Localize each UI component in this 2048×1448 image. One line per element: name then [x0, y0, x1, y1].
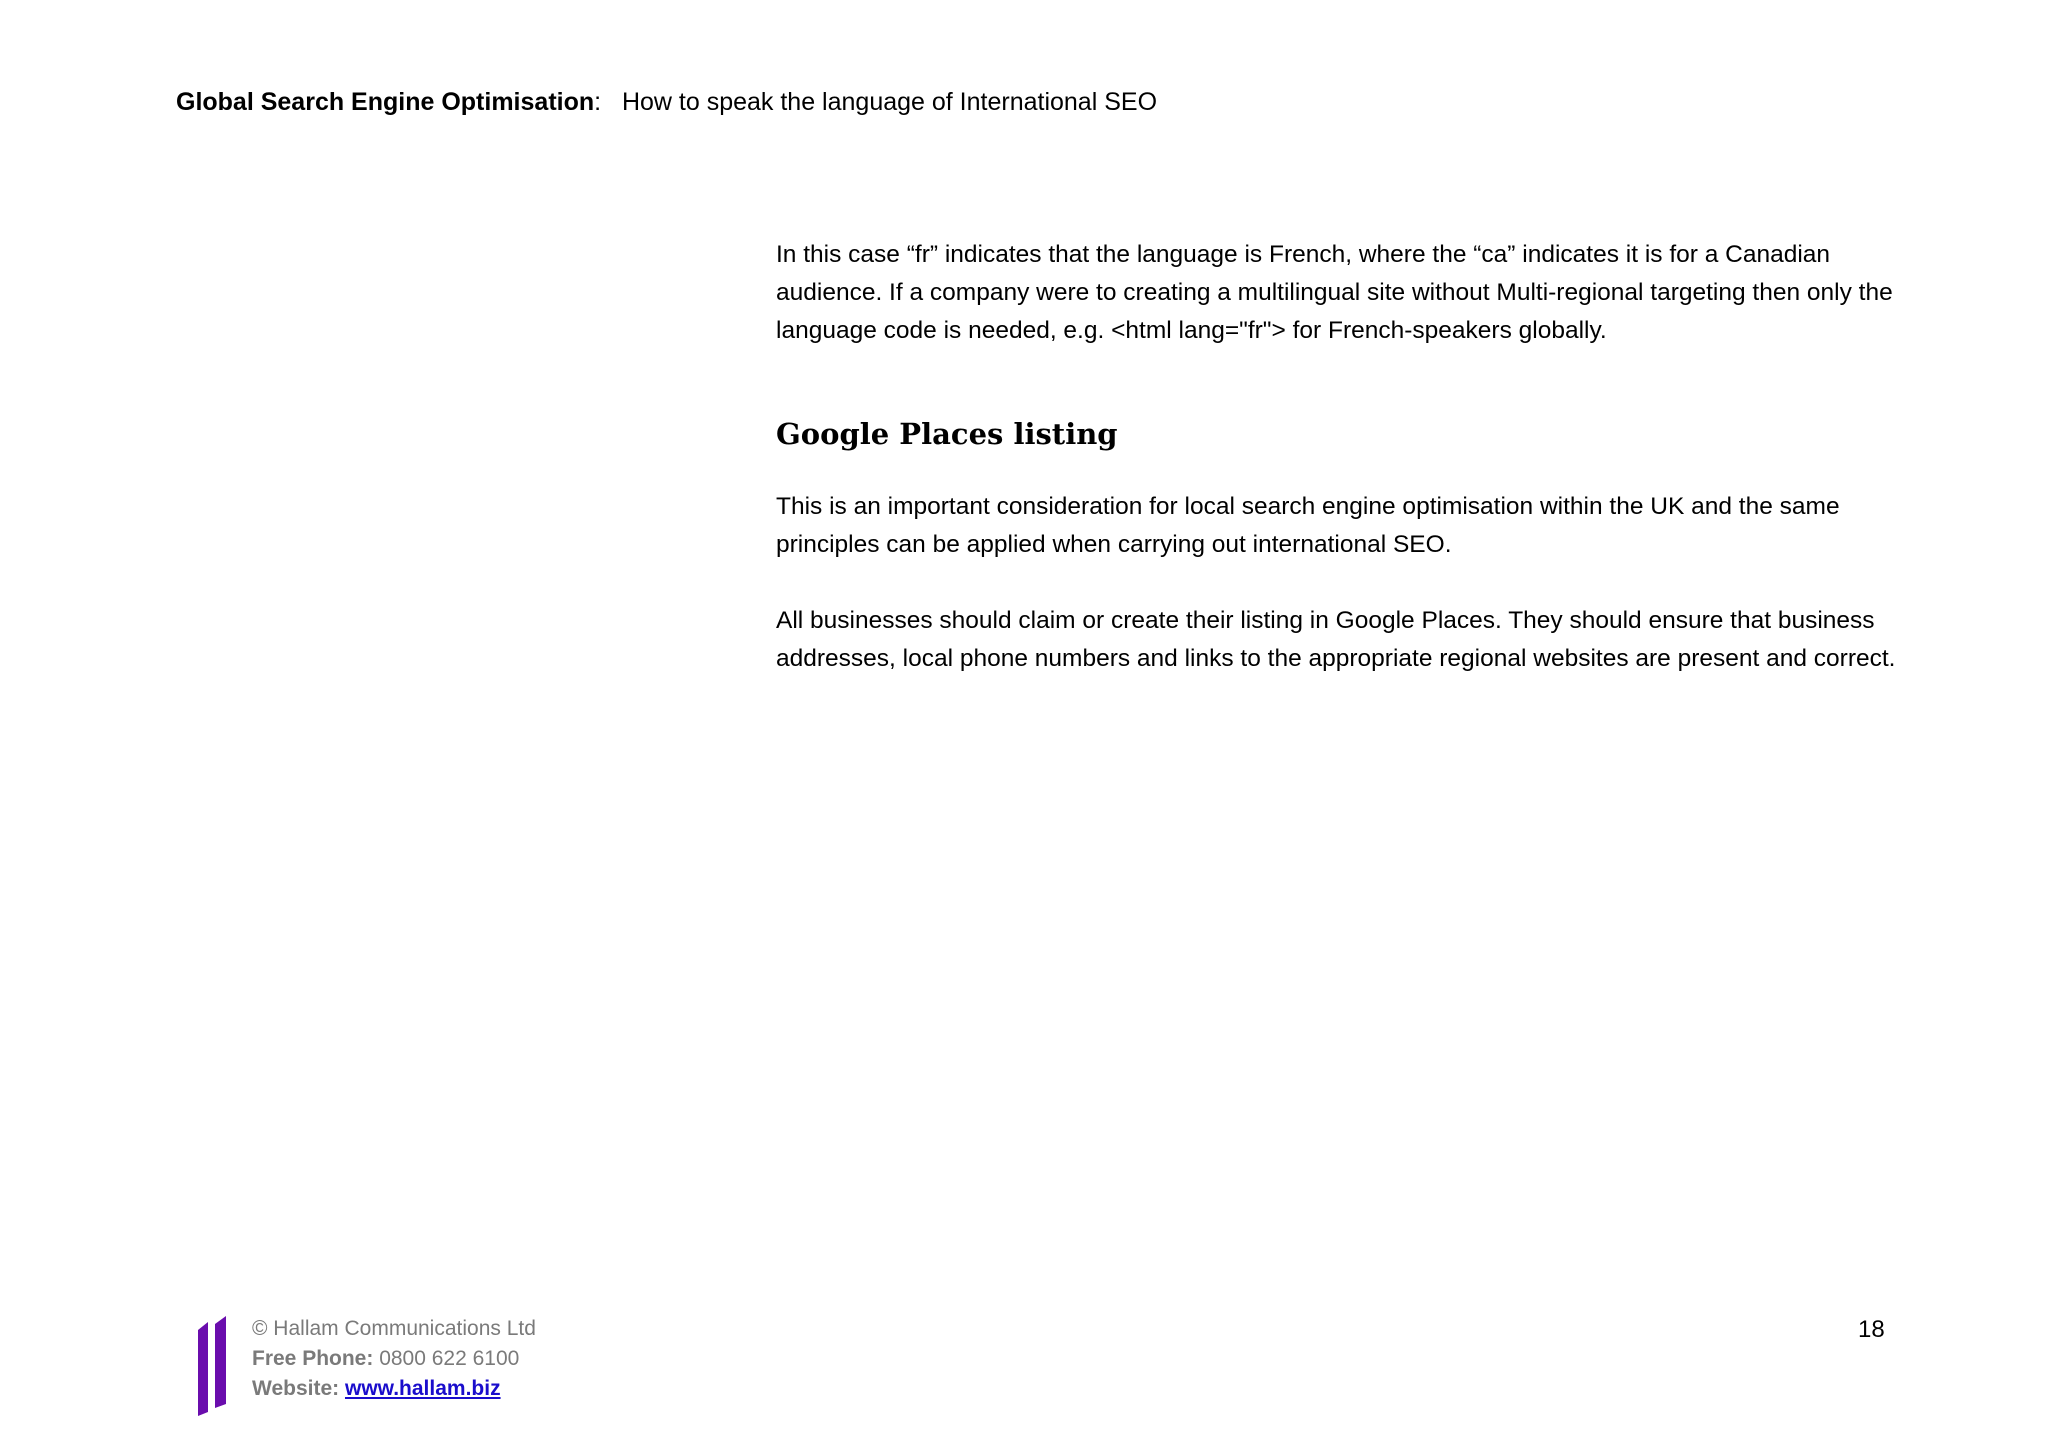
hallam-logo-icon	[196, 1316, 230, 1416]
website-link[interactable]: www.hallam.biz	[344, 1377, 501, 1400]
header-separator: :	[594, 88, 602, 116]
phone-line	[252, 1344, 536, 1374]
section-heading: Google Places listing	[776, 417, 1118, 451]
footer-contact	[252, 1314, 536, 1404]
intro-paragraph: In this case “fr” indicates that the language is French, where the “ca” indicates it is for a Canadian audience. If a company were to creating a multilingual site without Multi-regional targeting then only the language code is needed, e.g. <html lang="fr"> for French-speakers globally.	[776, 241, 1893, 344]
document-subtitle: How to speak the language of International SEO	[621, 88, 1158, 116]
website-label: Website:	[252, 1377, 340, 1400]
body-paragraph-2: All businesses should claim or create their listing in Google Places. They should ensure that business addresses, local phone numbers and links to the appropriate regional websites are present and correct.	[776, 607, 1896, 672]
copyright-text: © Hallam Communications Ltd	[252, 1317, 536, 1340]
website-line	[252, 1374, 536, 1404]
body-paragraph-1: This is an important consideration for local search engine optimisation within the UK and the same principles can be applied when carrying out international SEO.	[776, 493, 1840, 558]
page-header	[176, 88, 1157, 117]
page-number: 18	[1858, 1316, 1885, 1343]
phone-label: Free Phone:	[252, 1347, 374, 1370]
document-title: Global Search Engine Optimisation	[176, 88, 595, 116]
main-content	[776, 236, 1896, 678]
phone-number: 0800 622 6100	[379, 1347, 520, 1370]
